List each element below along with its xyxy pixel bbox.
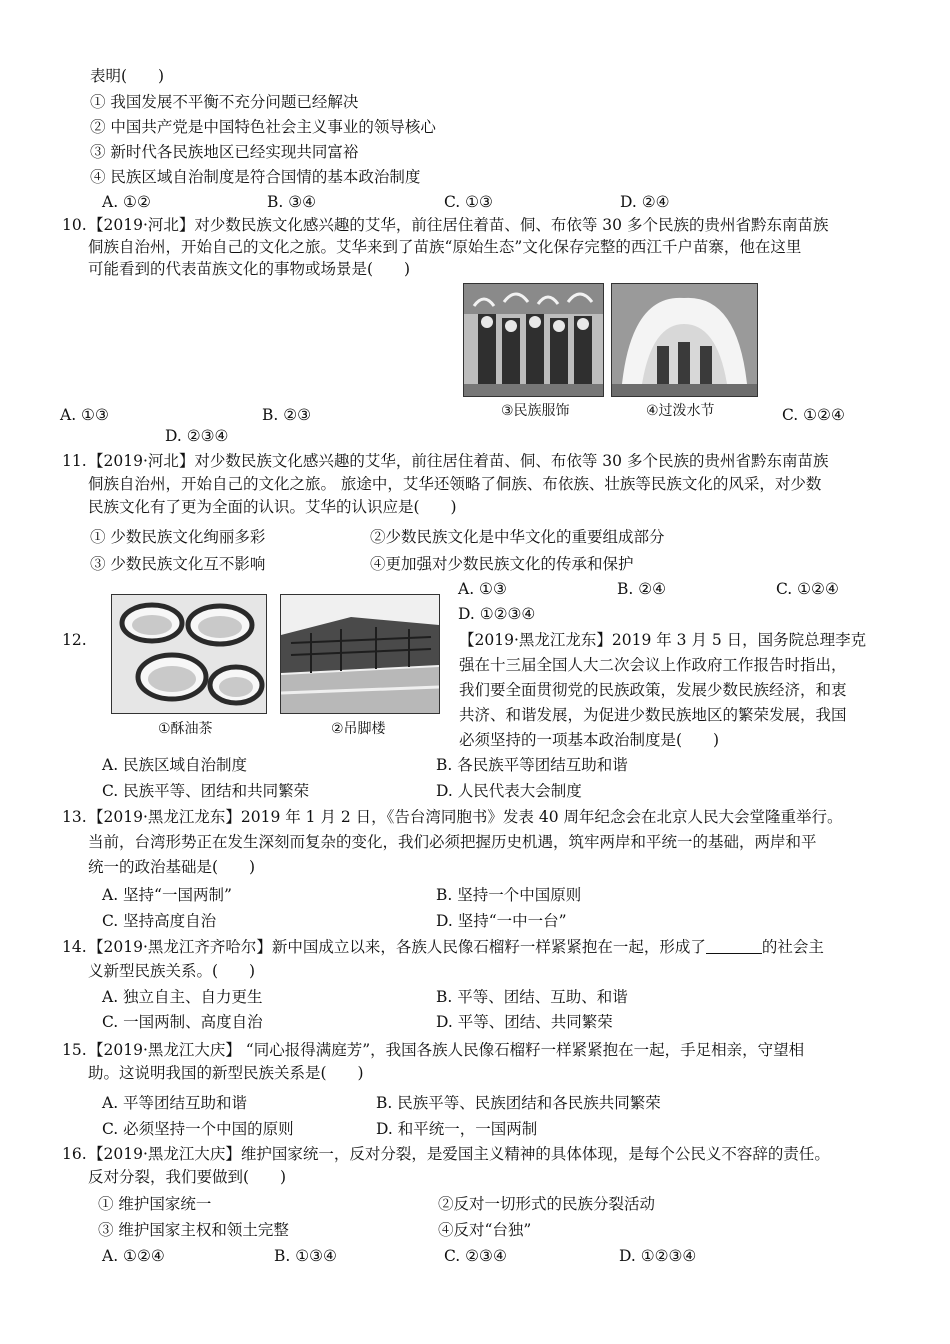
q14-number: 14. <box>62 938 87 956</box>
q12-stem-line-1: 【2019·黑龙江龙东】2019 年 3 月 5 日，国务院总理李克 <box>459 631 867 649</box>
q14-option-d: D. 平等、团结、共同繁荣 <box>436 1013 613 1031</box>
water-splashing-festival-photo <box>611 283 758 397</box>
q16-item-4: ④反对“台独” <box>438 1221 532 1239</box>
ethnic-costume-photo <box>463 283 604 397</box>
q16-option-d: D. ①②③④ <box>619 1247 697 1265</box>
q10-stem-line-3: 可能看到的代表苗族文化的事物或场景是( ) <box>88 260 411 278</box>
q12-number: 12. <box>62 631 87 649</box>
q13-option-a: A. 坚持“一国两制” <box>102 886 232 904</box>
q14-option-b: B. 平等、团结、互助、和谐 <box>436 988 628 1006</box>
q9-item-2: ② 中国共产党是中国特色社会主义事业的领导核心 <box>90 118 436 136</box>
q13-option-d: D. 坚持“一中一台” <box>436 912 567 930</box>
q16-item-3: ③ 维护国家主权和领土完整 <box>98 1221 289 1239</box>
q15-stem-line-2: 助。这说明我国的新型民族关系是( ) <box>88 1064 364 1082</box>
q12-stem-line-3: 我们要全面贯彻党的民族政策，发展少数民族经济，和衷 <box>459 681 847 699</box>
q15-option-a: A. 平等团结互助和谐 <box>102 1094 248 1112</box>
q14-fill-blank <box>706 939 762 954</box>
q15-option-b: B. 民族平等、民族团结和各民族共同繁荣 <box>376 1094 661 1112</box>
q16-item-1: ① 维护国家统一 <box>98 1195 212 1213</box>
butter-tea-photo <box>111 594 267 714</box>
q14-stem-part-1: 【2019·黑龙江齐齐哈尔】新中国成立以来，各族人民像石榴籽一样紧紧抱在一起，形成了 <box>88 938 706 956</box>
q9-option-c: C. ①③ <box>444 193 493 211</box>
caption-water-festival: ④过泼水节 <box>646 403 715 419</box>
q11-stem-line-2: 侗族自治州，开始自己的文化之旅。 旅途中，艾华还领略了侗族、布依族、壮族等民族文化的风采，对少数 <box>88 475 822 493</box>
q13-stem-line-3: 统一的政治基础是( ) <box>88 858 256 876</box>
q14-option-c: C. 一国两制、高度自治 <box>102 1013 263 1031</box>
q16-number: 16. <box>62 1145 87 1163</box>
q9-option-b: B. ③④ <box>267 193 317 211</box>
q13-stem-line-1: 【2019·黑龙江龙东】2019 年 1 月 2 日，《告台湾同胞书》发表 40 周年纪念会在北京人民大会堂隆重举行。 <box>88 808 843 826</box>
q12-stem-line-4: 共济、和谐发展，为促进少数民族地区的繁荣发展，我国 <box>459 706 847 724</box>
q13-option-c: C. 坚持高度自治 <box>102 912 217 930</box>
q12-option-d: D. 人民代表大会制度 <box>436 782 582 800</box>
q16-stem-line-2: 反对分裂，我们要做到( ) <box>88 1168 287 1186</box>
q9-option-a: A. ①② <box>102 193 151 211</box>
caption-ethnic-costume: ③民族服饰 <box>501 403 570 419</box>
q10-stem-line-2: 侗族自治州，开始自己的文化之旅。艾华来到了苗族“原始生态”文化保存完整的西江千户苗寨，他在这里 <box>88 238 802 256</box>
q11-item-1: ① 少数民族文化绚丽多彩 <box>90 528 266 546</box>
q13-option-b: B. 坚持一个中国原则 <box>436 886 582 904</box>
q15-option-c: C. 必须坚持一个中国的原则 <box>102 1120 294 1138</box>
q15-stem-line-1: 【2019·黑龙江大庆】 “同心报得满庭芳”，我国各族人民像石榴籽一样紧紧抱在一起，手足相亲，守望相 <box>88 1041 805 1059</box>
q15-number: 15. <box>62 1041 87 1059</box>
q10-stem-line-1: 【2019·河北】对少数民族文化感兴趣的艾华，前往居住着苗、侗、布依等 30 多个民族的贵州省黔东南苗族 <box>88 216 829 234</box>
q11-number: 11. <box>62 452 87 470</box>
q10-option-c: C. ①②④ <box>782 406 845 424</box>
q14-stem-line-2: 义新型民族关系。( ) <box>88 962 256 980</box>
q10-option-b: B. ②③ <box>262 406 312 424</box>
q11-item-3: ③ 少数民族文化互不影响 <box>90 555 266 573</box>
q12-option-c: C. 民族平等、团结和共同繁荣 <box>102 782 310 800</box>
q10-option-a: A. ①③ <box>60 406 109 424</box>
q11-option-b: B. ②④ <box>617 580 667 598</box>
q16-stem-line-1: 【2019·黑龙江大庆】维护国家统一，反对分裂，是爱国主义精神的具体体现，是每个公民义不容辞的责任。 <box>88 1145 830 1163</box>
q11-stem-line-1: 【2019·河北】对少数民族文化感兴趣的艾华，前往居住着苗、侗、布依等 30 多个民族的贵州省黔东南苗族 <box>88 452 829 470</box>
q16-option-b: B. ①③④ <box>274 1247 337 1265</box>
q9-stem-tail: 表明( ) <box>90 67 165 85</box>
q12-option-b: B. 各民族平等团结互助和谐 <box>436 756 628 774</box>
q11-option-c: C. ①②④ <box>776 580 839 598</box>
q11-item-4: ④更加强对少数民族文化的传承和保护 <box>370 555 634 573</box>
q9-item-4: ④ 民族区域自治制度是符合国情的基本政治制度 <box>90 168 421 186</box>
q11-option-d: D. ①②③④ <box>458 605 536 623</box>
caption-butter-tea: ①酥油茶 <box>158 721 213 737</box>
q11-stem-line-3: 民族文化有了更为全面的认识。艾华的认识应是( ) <box>88 498 457 516</box>
q10-option-d: D. ②③④ <box>165 427 229 445</box>
q13-number: 13. <box>62 808 87 826</box>
q16-item-2: ②反对一切形式的民族分裂活动 <box>438 1195 656 1213</box>
q9-option-d: D. ②④ <box>620 193 670 211</box>
q11-item-2: ②少数民族文化是中华文化的重要组成部分 <box>370 528 665 546</box>
q12-stem-line-2: 强在十三届全国人大二次会议上作政府工作报告时指出， <box>459 656 847 674</box>
q13-stem-line-2: 当前，台湾形势正在发生深刻而复杂的变化，我们必须把握历史机遇，筑牢两岸和平统一的基础，两岸和平 <box>88 833 817 851</box>
stilt-house-photo <box>280 594 440 714</box>
caption-stilt-house: ②吊脚楼 <box>331 721 386 737</box>
q15-option-d: D. 和平统一，一国两制 <box>376 1120 538 1138</box>
q16-option-c: C. ②③④ <box>444 1247 507 1265</box>
q12-option-a: A. 民族区域自治制度 <box>102 756 248 774</box>
q14-stem-line-1 <box>88 937 824 957</box>
q14-option-a: A. 独立自主、自力更生 <box>102 988 263 1006</box>
q9-item-1: ① 我国发展不平衡不充分问题已经解决 <box>90 93 359 111</box>
q11-option-a: A. ①③ <box>458 580 507 598</box>
q12-stem-line-5: 必须坚持的一项基本政治制度是( ) <box>459 731 720 749</box>
q10-number: 10. <box>62 216 87 234</box>
q14-stem-part-2: 的社会主 <box>761 938 824 956</box>
q16-option-a: A. ①②④ <box>102 1247 165 1265</box>
q9-item-3: ③ 新时代各民族地区已经实现共同富裕 <box>90 143 359 161</box>
